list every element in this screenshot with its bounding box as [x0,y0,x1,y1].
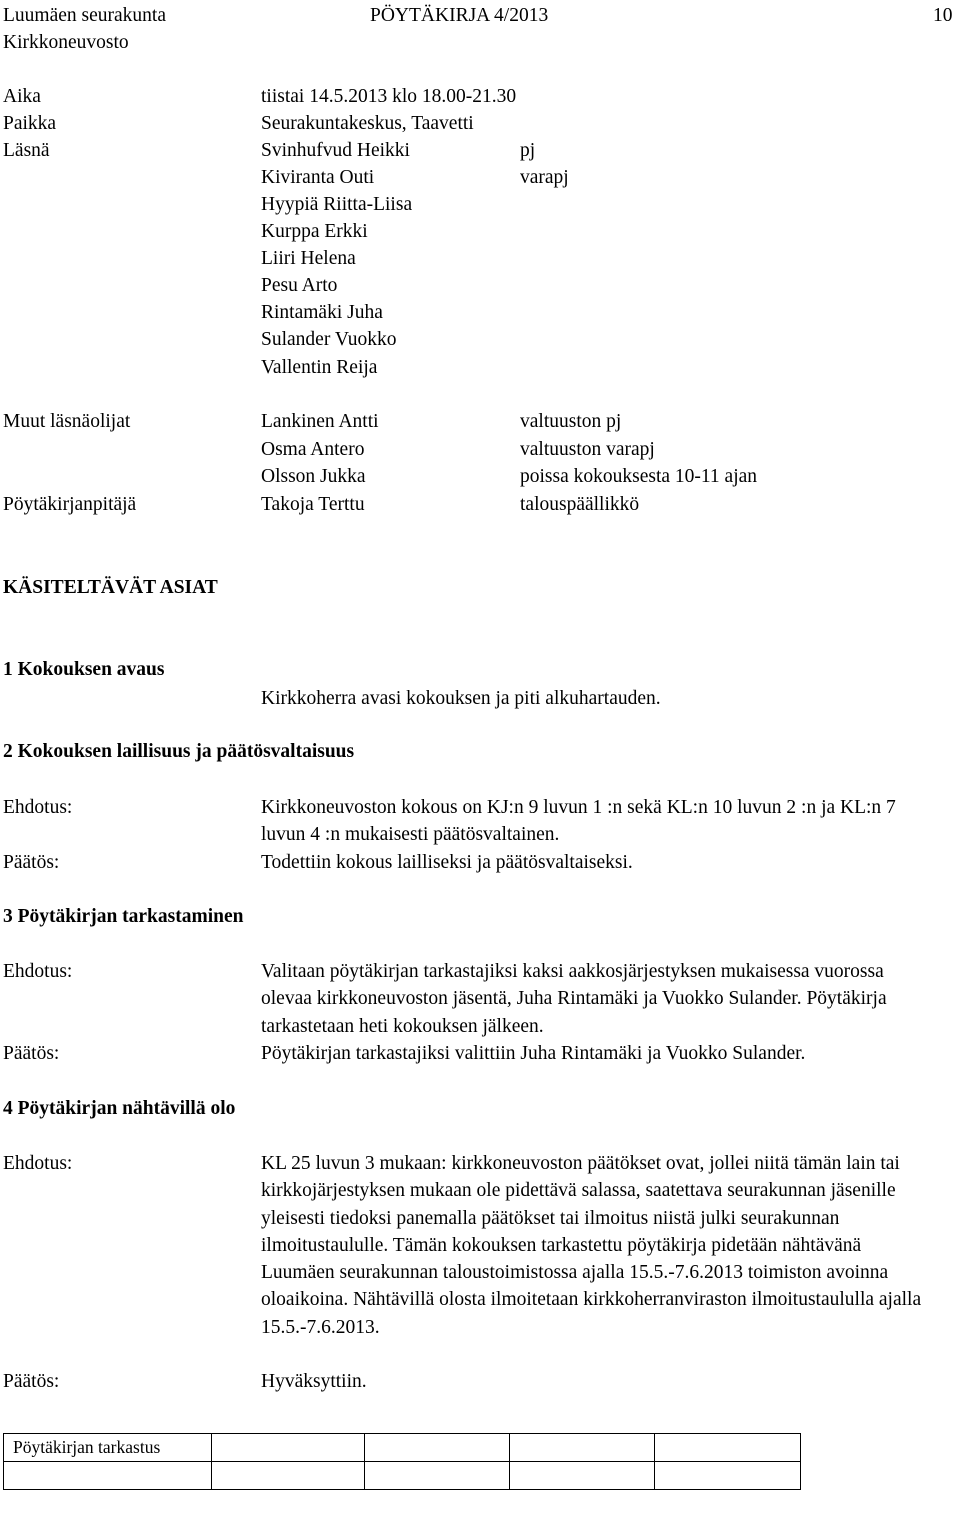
present-name: Vallentin Reija [261,357,378,378]
header-org: Luumäen seurakunta [3,5,166,26]
present-name: Sulander Vuokko [261,329,397,350]
sihteeri-name: Takoja Terttu [261,494,365,515]
item-4-ehdotus-label: Ehdotus: [3,1153,73,1174]
item-4-paatos-text: Hyväksyttiin. [261,1371,367,1392]
review-table-cell [365,1462,510,1490]
review-table-cell [4,1462,212,1490]
item-1-text: Kirkkoherra avasi kokouksen ja piti alkuhartauden. [261,688,661,709]
item-4-ehdotus-text: KL 25 luvun 3 mukaan: kirkkoneuvoston päätökset ovat, jollei niitä tämän lain tai kirkkojärjestyksen mukaan ole pidettävä salassa, saatettava seurakunnan jäsenille yleisesti tiedoksi panemalla päätökset tai ilmoitus niistä julki seurakunnan ilmoitustaululle. Tämän kokouksen tarkastettu pöytäkirja pidetään nähtävänä Luumäen seurakunnan taloustoimistossa ajalla 15.5.-7.6.2013 toimiston avoinna oloaikoina. Nähtävillä olosta ilmoitetaan kirkkoherranviraston ilmoitustaululla ajalla 15.5.-7.6.2013. [261,1153,922,1338]
present-role: pj [520,140,536,161]
item-4-paatos-label: Päätös: [3,1371,60,1392]
review-table-cell [655,1462,801,1490]
item-2-title: 2 Kokouksen laillisuus ja päätösvaltaisuus [3,741,355,762]
review-table-cell [212,1462,365,1490]
present-name: Svinhufvud Heikki [261,140,410,161]
section-title: KÄSITELTÄVÄT ASIAT [3,577,218,598]
other-role: valtuuston varapj [520,439,655,460]
item-2-paatos-label: Päätös: [3,852,60,873]
item-3-paatos-text: Pöytäkirjan tarkastajiksi valittiin Juha Rintamäki ja Vuokko Sulander. [261,1043,806,1064]
review-table-cell [510,1434,655,1462]
review-table-cell [365,1434,510,1462]
item-3-title: 3 Pöytäkirjan tarkastaminen [3,906,244,927]
review-table-cell [655,1434,801,1462]
item-4-title: 4 Pöytäkirjan nähtävillä olo [3,1098,236,1119]
other-name: Lankinen Antti [261,411,379,432]
item-3-paatos-label: Päätös: [3,1043,60,1064]
lasna-label: Läsnä [3,140,50,161]
present-name: Pesu Arto [261,275,338,296]
present-name: Kurppa Erkki [261,221,368,242]
muut-label: Muut läsnäolijat [3,411,131,432]
other-role: valtuuston pj [520,411,622,432]
other-name: Osma Antero [261,439,365,460]
paikka-label: Paikka [3,113,57,134]
present-role: varapj [520,167,569,188]
present-name: Kiviranta Outi [261,167,375,188]
item-2-ehdotus-text: Kirkkoneuvoston kokous on KJ:n 9 luvun 1 :n sekä KL:n 10 luvun 2 :n ja KL:n 7 luvun 4 :n mukaisesti päätösvaltainen. [261,797,896,846]
review-table-label: Pöytäkirjan tarkastus [4,1434,212,1462]
header-body: Kirkkoneuvosto [3,32,129,53]
present-name: Liiri Helena [261,248,356,269]
review-table-cell [212,1434,365,1462]
other-name: Olsson Jukka [261,466,366,487]
aika-label: Aika [3,86,41,107]
review-table-cell [510,1462,655,1490]
paikka-value: Seurakuntakeskus, Taavetti [261,113,474,134]
item-2-paatos-text: Todettiin kokous lailliseksi ja päätösvaltaiseksi. [261,852,633,873]
review-table [3,1433,801,1490]
present-name: Rintamäki Juha [261,302,383,323]
aika-value: tiistai 14.5.2013 klo 18.00-21.30 [261,86,517,107]
other-role: poissa kokouksesta 10-11 ajan [520,466,758,487]
sihteeri-label: Pöytäkirjanpitäjä [3,494,137,515]
present-name: Hyypiä Riitta-Liisa [261,194,413,215]
sihteeri-role: talouspäällikkö [520,494,640,515]
item-1-title: 1 Kokouksen avaus [3,659,165,680]
header-page-number: 10 [933,5,953,26]
item-3-ehdotus-label: Ehdotus: [3,961,73,982]
item-2-ehdotus-label: Ehdotus: [3,797,73,818]
header-doc-title: PÖYTÄKIRJA 4/2013 [370,5,549,26]
item-3-ehdotus-text: Valitaan pöytäkirjan tarkastajiksi kaksi aakkosjärjestyksen mukaisessa vuorossa olevaa kirkkoneuvoston jäsentä, Juha Rintamäki ja Vuokko Sulander. Pöytäkirja tarkastetaan heti kokouksen jälkeen. [261,961,887,1037]
